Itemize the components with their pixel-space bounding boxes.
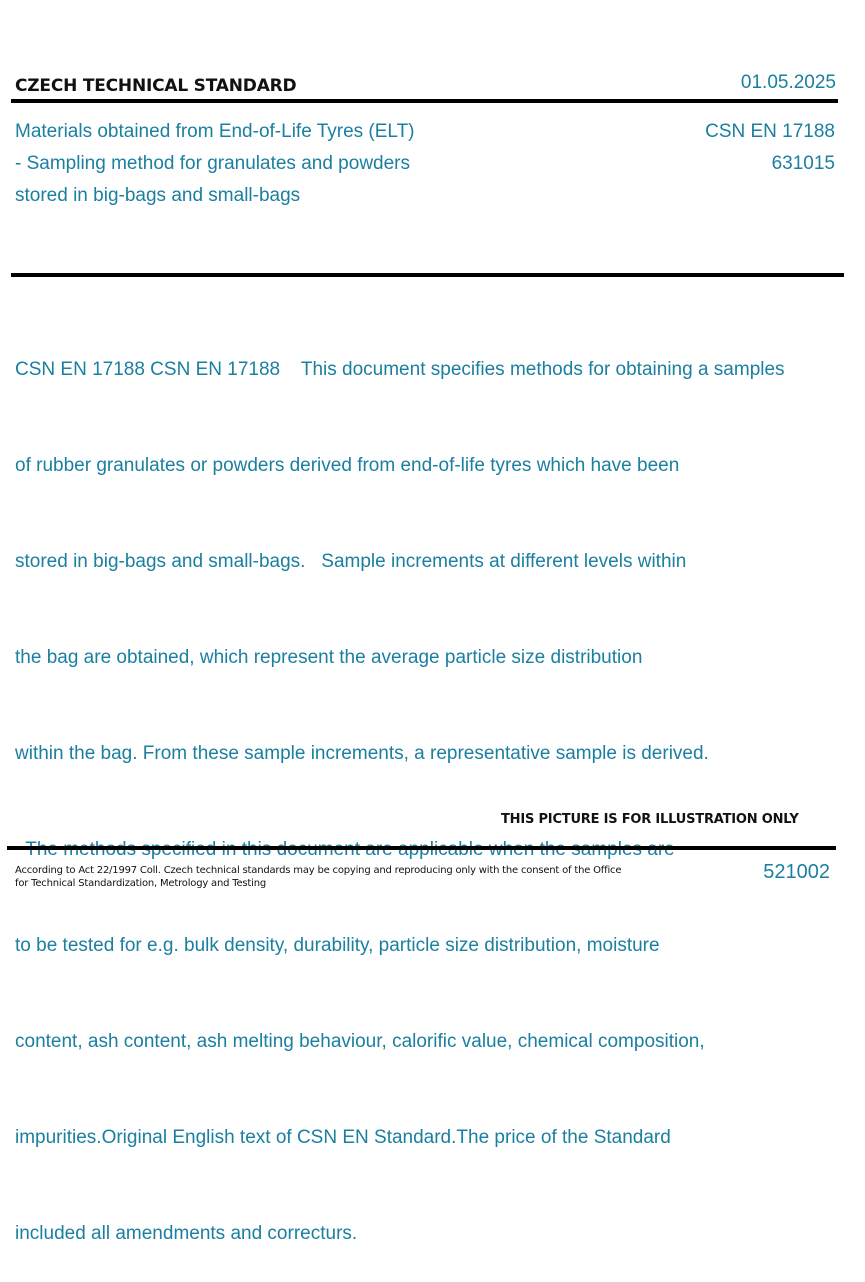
title-line: stored in big-bags and small-bags [15,185,301,206]
footer-code: 521002 [763,861,830,883]
middle-rule [11,273,844,277]
standard-title [15,116,535,212]
standard-codes [705,116,835,180]
title-line: Materials obtained from End-of-Life Tyres (ELT) [15,121,415,142]
top-rule [11,99,838,103]
copyright-notice [15,864,621,890]
bottom-rule [7,846,836,850]
document-type-label: CZECH TECHNICAL STANDARD [15,76,297,96]
catalog-number: 631015 [771,153,835,174]
description-line: the bag are obtained, which represent the average particle size distribution [15,647,643,668]
title-line: - Sampling method for granulates and powders [15,153,411,174]
description-line: within the bag. From these sample increments, a representative sample is derived. [15,743,709,764]
description-line: included all amendments and correcturs. [15,1223,358,1244]
illustration-disclaimer: THIS PICTURE IS FOR ILLUSTRATION ONLY [501,812,799,827]
standard-number: CSN EN 17188 [705,121,835,142]
copyright-line: for Technical Standardization, Metrology and Testing [15,878,266,889]
description-line: impurities.Original English text of CSN EN Standard.The price of the Standard [15,1127,671,1148]
description-line: stored in big-bags and small-bags. Sample increments at different levels within [15,551,687,572]
copyright-line: According to Act 22/1997 Coll. Czech technical standards may be copying and reproducing only with the consent of the Office [15,865,622,876]
standard-description [15,290,785,1282]
description-line: content, ash content, ash melting behaviour, calorific value, chemical composition, [15,1031,705,1052]
description-line [15,834,785,866]
description-line: of rubber granulates or powders derived from end-of-life tyres which have been [15,455,680,476]
description-line: CSN EN 17188 CSN EN 17188 This document specifies methods for obtaining a samples [15,359,785,380]
publication-date: 01.05.2025 [740,72,836,93]
description-line: to be tested for e.g. bulk density, durability, particle size distribution, moisture [15,935,660,956]
